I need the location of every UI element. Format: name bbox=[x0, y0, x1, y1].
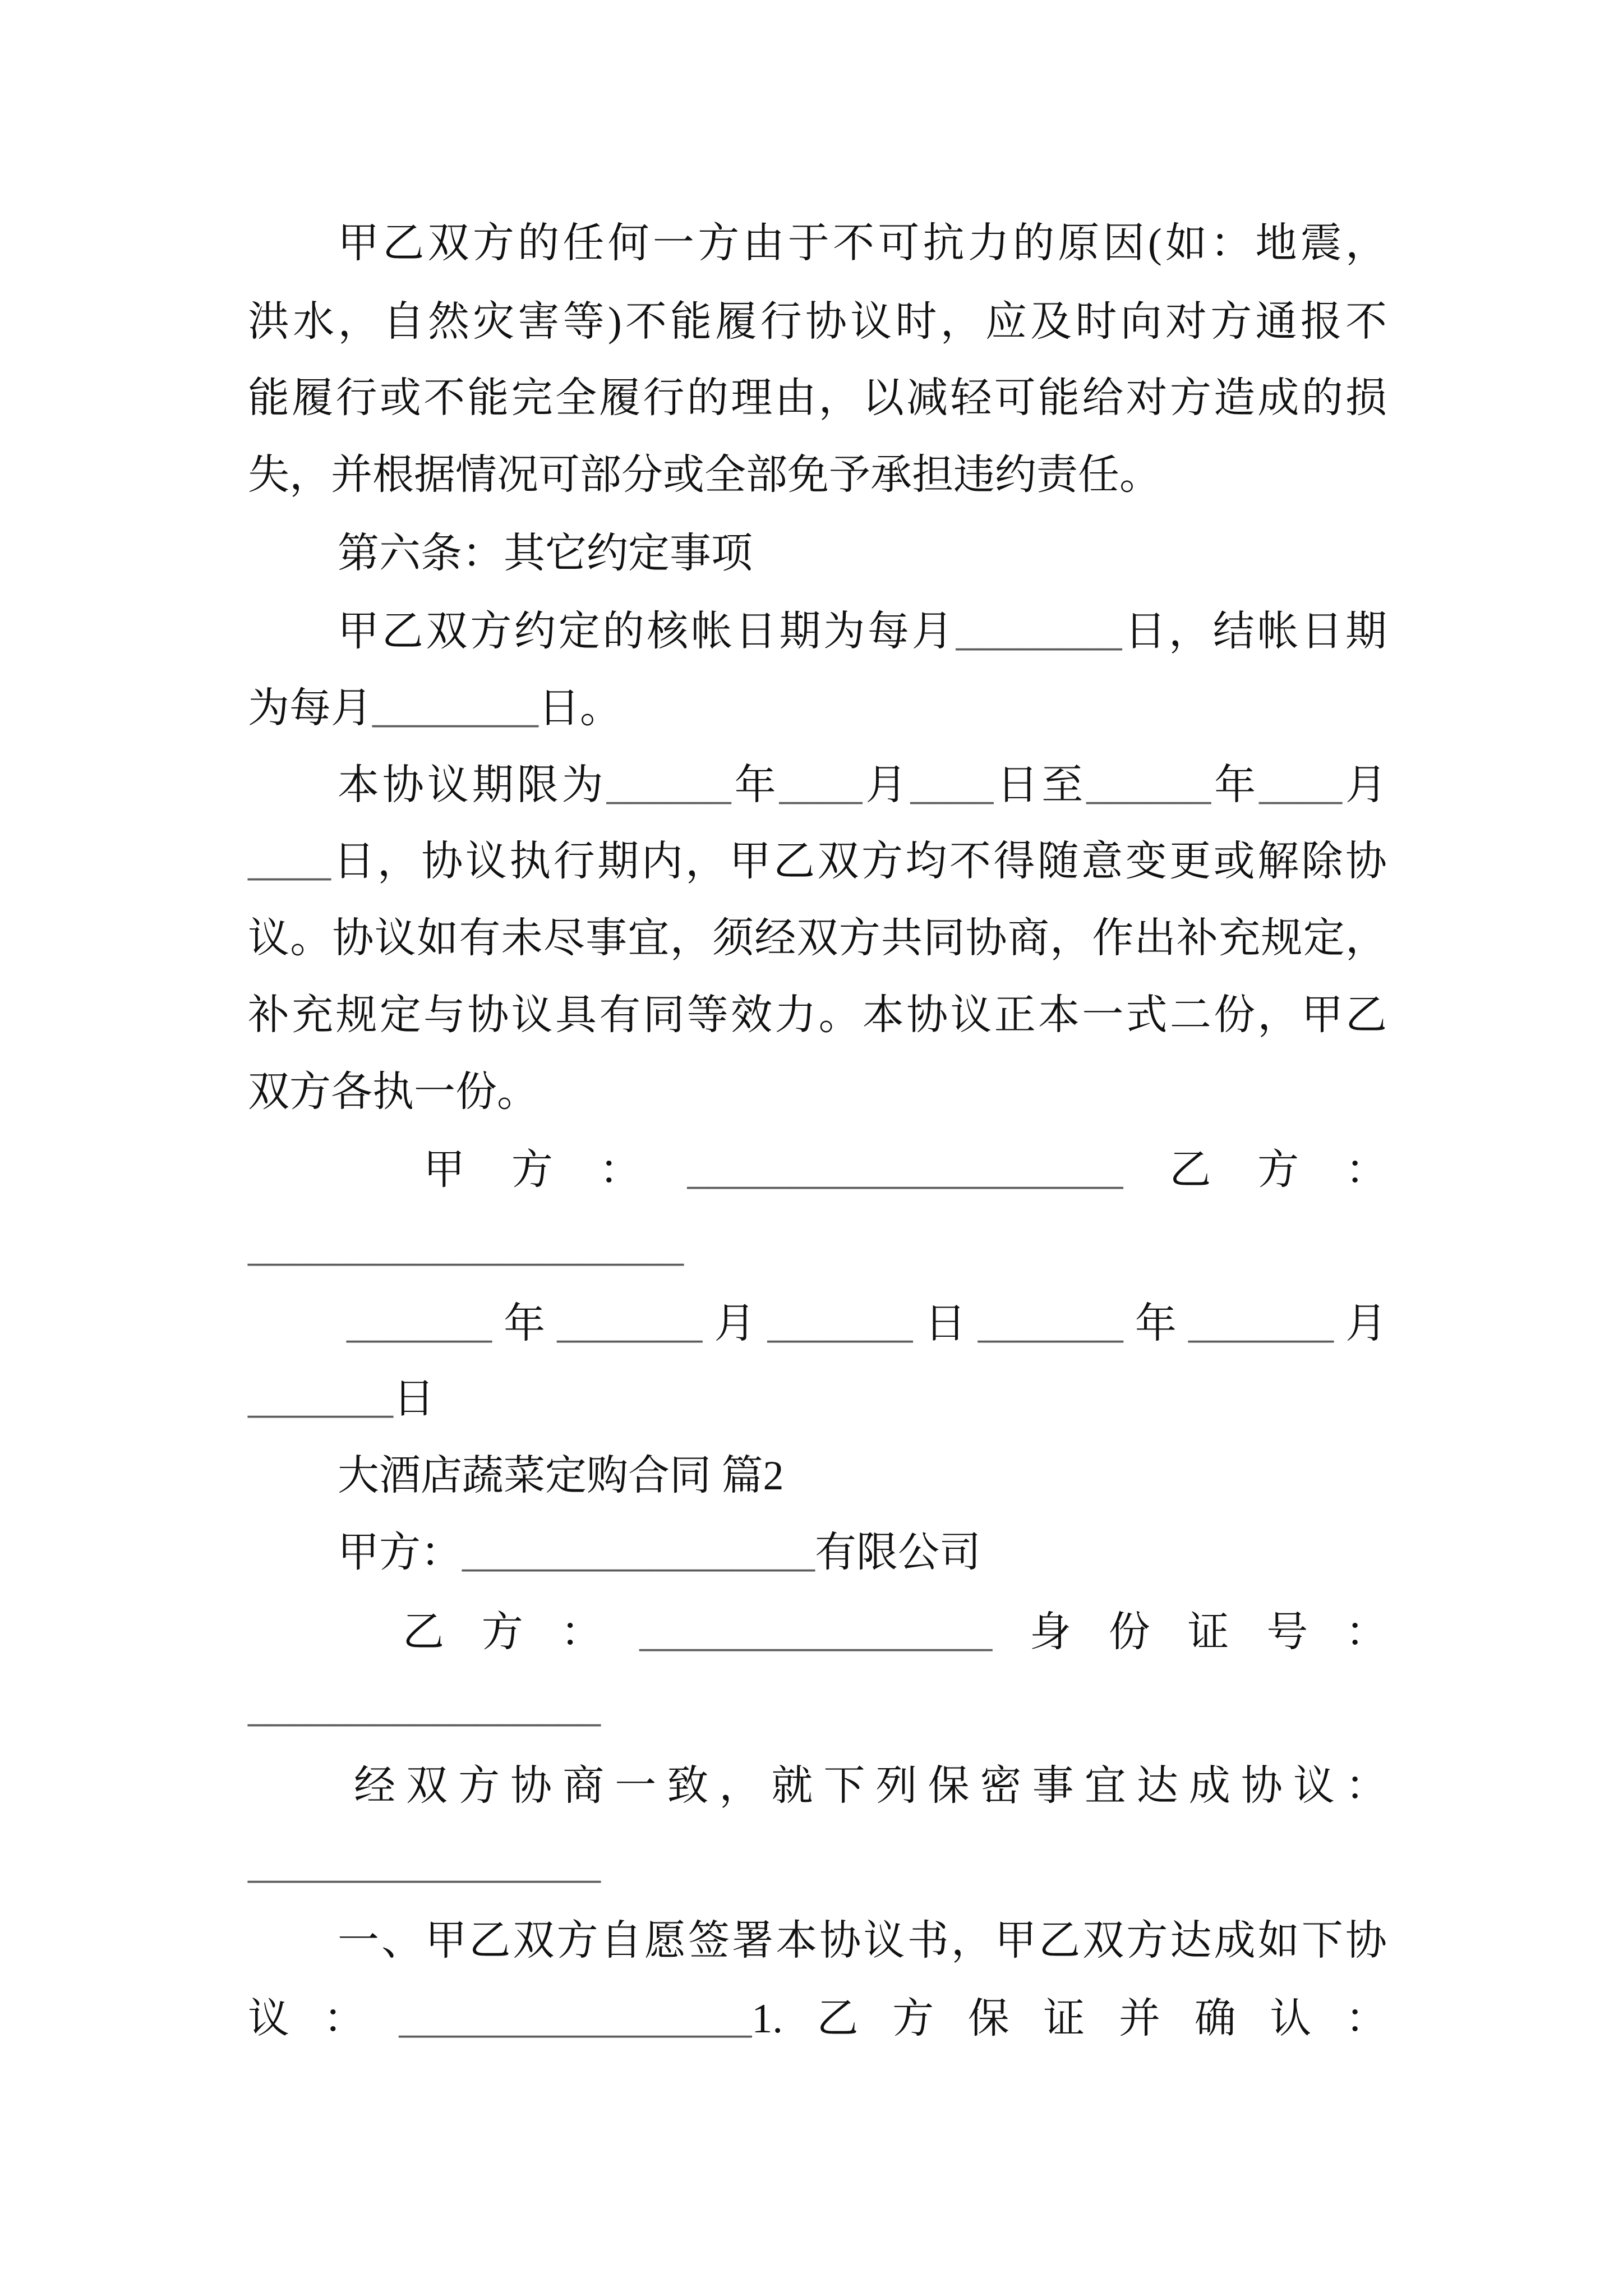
paragraph-line: 甲乙双方约定的核帐日期为每月________日，结帐日期 bbox=[338, 609, 1387, 655]
contract-title: 大酒店蔬菜定购合同 篇2 bbox=[338, 1453, 784, 1499]
blank-field: _______ bbox=[248, 1376, 393, 1422]
paragraph-line: 双方各执一份。 bbox=[248, 1069, 538, 1115]
blank-field: _______ bbox=[557, 1301, 703, 1347]
paragraph-line: 甲乙双方的任何一方由于不可抗力的原因(如：地震， bbox=[338, 220, 1387, 266]
clause-line: 一、甲乙双方自愿签署本协议书，甲乙双方达成如下协 bbox=[338, 1918, 1387, 1964]
agreement-intro-line bbox=[248, 1833, 1387, 1895]
paragraph-line: 为每月________日。 bbox=[248, 685, 621, 731]
party-a-line: 甲方：_________________有限公司 bbox=[338, 1530, 981, 1576]
blank-field: ________ bbox=[956, 609, 1122, 655]
paragraph-line: 补充规定与协议具有同等效力。本协议正本一式二份，甲乙 bbox=[248, 992, 1387, 1038]
blank-field: ____ bbox=[1259, 762, 1343, 808]
paragraph-line: 议。协议如有未尽事宜，须经双方共同协商，作出补充规定， bbox=[248, 915, 1387, 961]
blank-field: _________________ bbox=[399, 1996, 752, 2042]
blank-field: ______ bbox=[1086, 762, 1211, 808]
paragraph-line: 失，并根据情况可部分或全部免予承担违约责任。 bbox=[248, 452, 1161, 498]
blank-field: _______ bbox=[347, 1301, 492, 1347]
party-b-line bbox=[248, 1677, 1387, 1738]
paragraph-line: ____日，协议执行期内，甲乙双方均不得随意变更或解除协 bbox=[248, 839, 1387, 885]
signature-date-line: _______日 bbox=[248, 1376, 435, 1422]
blank-field: _________________ bbox=[248, 1841, 601, 1887]
blank-field: _________________ bbox=[639, 1609, 993, 1655]
blank-field: ____ bbox=[248, 839, 331, 885]
blank-field: _______ bbox=[978, 1301, 1123, 1347]
paragraph-line: 能履行或不能完全履行的理由，以减轻可能给对方造成的损 bbox=[248, 375, 1387, 421]
blank-field: _____________________ bbox=[248, 1224, 684, 1270]
party-signature-line bbox=[248, 1216, 1387, 1278]
blank-field: _______ bbox=[767, 1301, 913, 1347]
blank-field: _________________ bbox=[248, 1685, 601, 1731]
blank-field: _______ bbox=[1188, 1301, 1334, 1347]
signature-date-line: _______年_______月_______日_______年_______月 bbox=[347, 1301, 1387, 1347]
blank-field: ________ bbox=[372, 685, 538, 731]
blank-field: ______ bbox=[606, 762, 731, 808]
agreement-intro-line: 经双方协商一致，就下列保密事宜达成协议： bbox=[354, 1763, 1387, 1809]
blank-field: _____________________ bbox=[687, 1147, 1123, 1193]
party-signature-line: 甲方：_____________________乙方： bbox=[423, 1147, 1387, 1193]
blank-field: _________________ bbox=[462, 1530, 815, 1576]
paragraph-line: 洪水，自然灾害等)不能履行协议时，应及时向对方通报不 bbox=[248, 299, 1387, 345]
paragraph-line: 本协议期限为______年____月____日至______年____月 bbox=[338, 762, 1387, 808]
party-b-line: 乙方：_________________身份证号： bbox=[403, 1609, 1387, 1655]
blank-field: ____ bbox=[910, 762, 994, 808]
clause-line: 议：_________________1.乙方保证并确认： bbox=[248, 1996, 1387, 2042]
blank-field: ____ bbox=[779, 762, 863, 808]
section-heading: 第六条：其它约定事项 bbox=[338, 531, 753, 577]
